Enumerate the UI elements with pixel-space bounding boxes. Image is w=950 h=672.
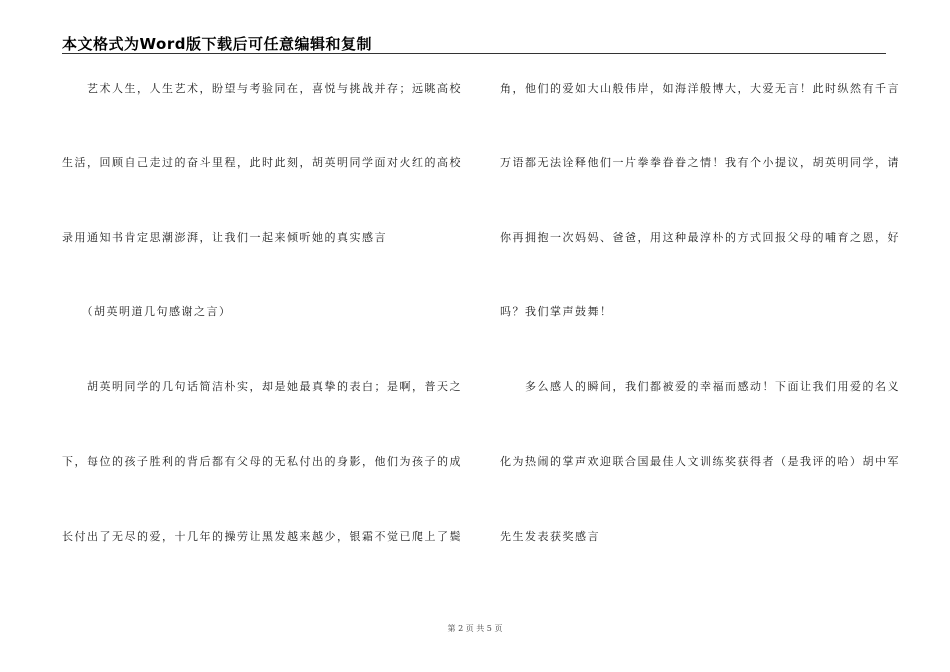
- page-number-footer: 第 2 页 共 5 页: [447, 624, 503, 633]
- paragraph-line: 下，每位的孩子胜利的背后都有父母的无私付出的身影，他们为孩子的成: [62, 455, 462, 468]
- paragraph-line: 吗？我们掌声鼓舞！: [500, 305, 613, 318]
- paragraph-line: 胡英明同学的几句话简洁朴实，却是她最真挚的表白；是啊，普天之: [62, 380, 462, 393]
- paragraph-line: 角，他们的爱如大山般伟岸，如海洋般博大，大爱无言！此时纵然有千言: [500, 82, 900, 95]
- paragraph-line: 多么感人的瞬间，我们都被爱的幸福而感动！下面让我们用爱的名义: [500, 380, 900, 393]
- paragraph-line: 生活，回顾自己走过的奋斗里程，此时此刻，胡英明同学面对火红的高校: [62, 156, 462, 169]
- paragraph-line: 长付出了无尽的爱，十几年的操劳让黑发越来越少，银霜不觉已爬上了鬓: [62, 530, 462, 543]
- paragraph-line: 艺术人生，人生艺术，盼望与考验同在，喜悦与挑战并存；远眺高校: [62, 82, 462, 95]
- paragraph-line: 先生发表获奖感言: [500, 530, 600, 543]
- header-divider: [62, 53, 886, 54]
- document-header-title: 本文格式为Word版下载后可任意编辑和复制: [62, 35, 372, 53]
- paragraph-line: 你再拥抱一次妈妈、爸爸，用这种最淳朴的方式回报父母的哺育之恩，好: [500, 231, 900, 244]
- paragraph-line: 录用通知书肯定思潮澎湃，让我们一起来倾听她的真实感言: [62, 231, 387, 244]
- paragraph-line: （胡英明道几句感谢之言）: [62, 305, 232, 318]
- paragraph-line: 万语都无法诠释他们一片拳拳眷眷之情！我有个小提议，胡英明同学，请: [500, 156, 900, 169]
- paragraph-line: 化为热闹的掌声欢迎联合国最佳人文训练奖获得者（是我评的哈）胡中军: [500, 455, 900, 468]
